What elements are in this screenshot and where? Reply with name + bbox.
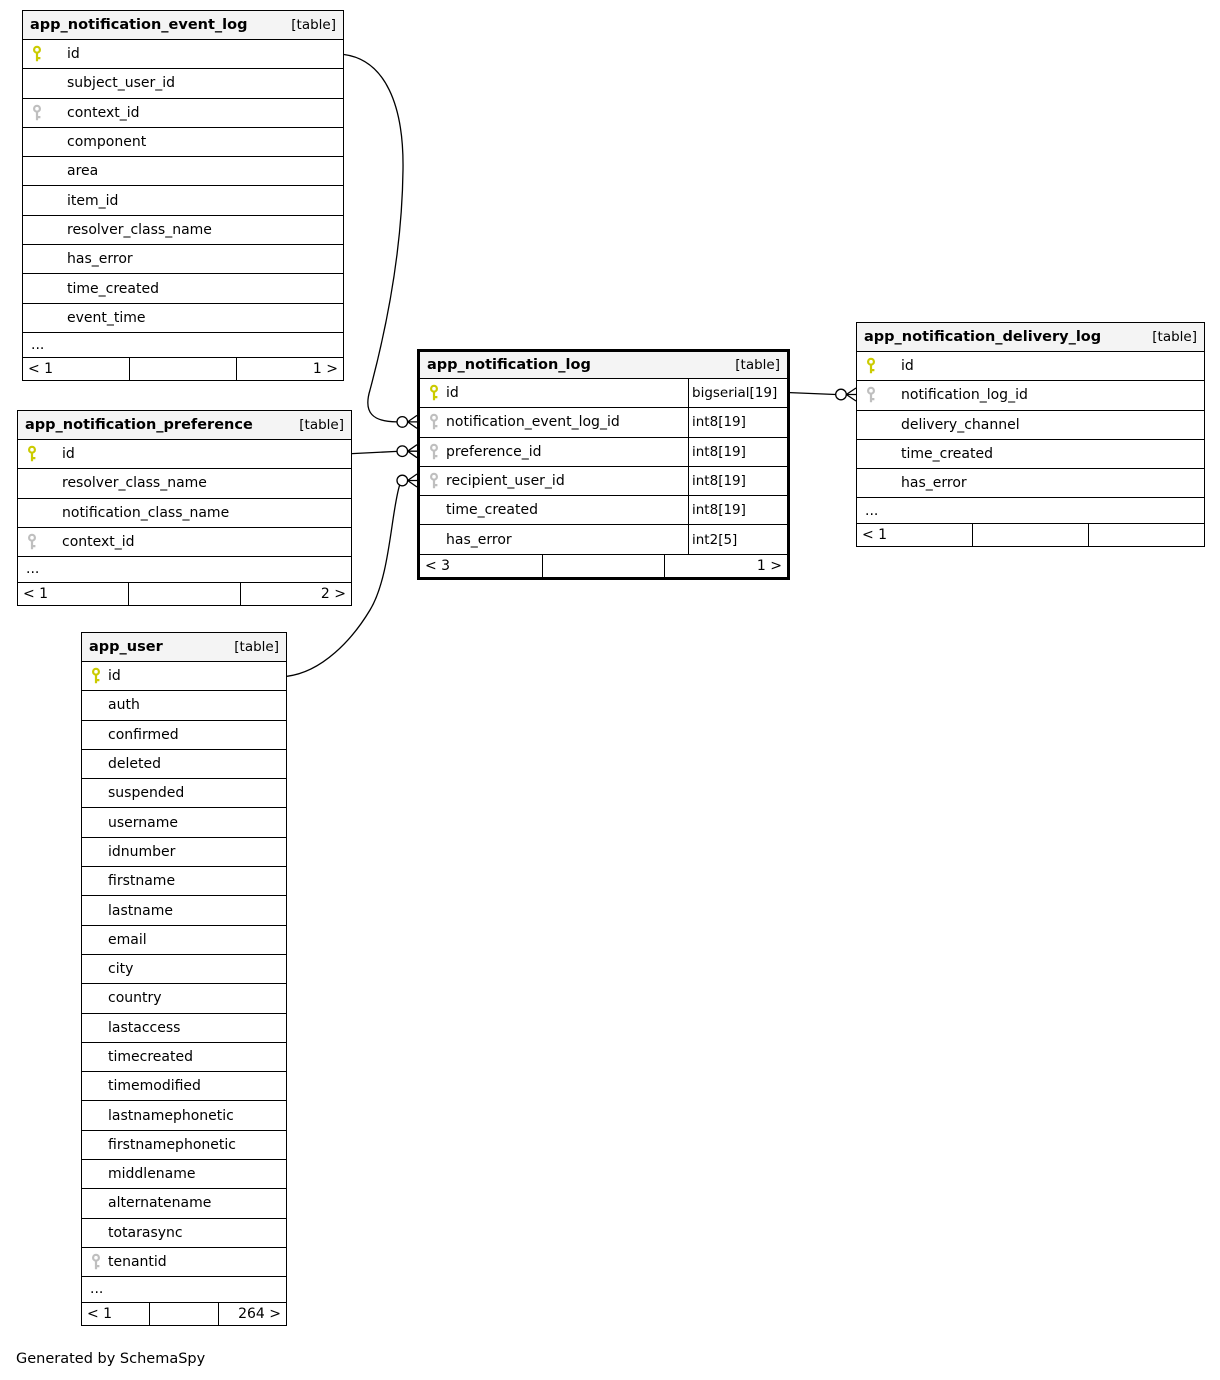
table-name[interactable]: app_notification_preference <box>25 417 253 433</box>
column-row <box>82 1072 286 1101</box>
column-name: firstnamephonetic <box>108 1136 236 1153</box>
column-row <box>82 1043 286 1072</box>
column-row <box>82 1189 286 1218</box>
column-row <box>18 499 351 528</box>
column-name: firstname <box>108 873 176 890</box>
primary-key-icon <box>91 668 101 685</box>
column-name: item_id <box>67 192 119 209</box>
primary-key-icon <box>429 385 439 402</box>
table-header <box>82 633 286 662</box>
table-app-user[interactable] <box>81 632 287 1326</box>
column-name: alternatename <box>108 1195 212 1212</box>
column-row <box>23 69 343 98</box>
column-row <box>857 469 1204 498</box>
table-name[interactable]: app_notification_log <box>427 357 591 373</box>
column-type: int8[19] <box>688 467 787 495</box>
column-name: idnumber <box>108 843 176 860</box>
column-name: id <box>67 46 80 63</box>
column-row <box>82 838 286 867</box>
column-row <box>82 808 286 837</box>
column-name: recipient_user_id <box>446 473 565 490</box>
column-row <box>420 467 787 496</box>
column-name: suspended <box>108 785 185 802</box>
column-type: bigserial[19] <box>688 379 787 407</box>
column-type: int2[5] <box>688 525 787 553</box>
footer-parents-count: < 3 <box>425 557 451 574</box>
column-name: has_error <box>67 251 133 268</box>
table-footer <box>420 555 787 577</box>
foreign-key-icon <box>27 534 37 551</box>
column-type: int8[19] <box>688 496 787 524</box>
column-row <box>82 955 286 984</box>
column-row <box>82 750 286 779</box>
footer-middle-cell <box>972 524 1089 546</box>
column-row <box>82 1160 286 1189</box>
column-name: has_error <box>446 531 512 548</box>
more-columns-ellipsis: ... <box>18 557 351 582</box>
column-name: context_id <box>67 104 140 121</box>
column-name: id <box>901 358 914 375</box>
column-row <box>23 128 343 157</box>
column-row <box>23 99 343 128</box>
table-footer <box>857 524 1204 546</box>
table-header <box>18 411 351 440</box>
column-name: country <box>108 990 162 1007</box>
footer-parents-count: < 1 <box>87 1305 113 1322</box>
column-name: resolver_class_name <box>62 475 207 492</box>
column-name: notification_log_id <box>901 387 1028 404</box>
table-kind-label: [table] <box>291 17 336 33</box>
column-row <box>18 440 351 469</box>
column-name: notification_event_log_id <box>446 414 620 431</box>
column-name: city <box>108 961 134 978</box>
column-name: context_id <box>62 534 135 551</box>
column-row <box>82 1014 286 1043</box>
column-row <box>420 438 787 467</box>
column-row <box>857 381 1204 410</box>
table-kind-label: [table] <box>234 639 279 655</box>
column-row <box>23 304 343 333</box>
table-kind-label: [table] <box>299 417 344 433</box>
column-row <box>857 440 1204 469</box>
column-row <box>23 245 343 274</box>
foreign-key-icon <box>32 104 42 121</box>
column-name: lastaccess <box>108 1019 181 1036</box>
more-columns-ellipsis: ... <box>82 1277 286 1302</box>
column-name: id <box>446 385 459 402</box>
column-name: has_error <box>901 475 967 492</box>
column-row <box>857 411 1204 440</box>
table-name[interactable]: app_user <box>89 639 163 655</box>
column-row <box>82 1219 286 1248</box>
table-header <box>857 323 1204 352</box>
table-name[interactable]: app_notification_delivery_log <box>864 329 1102 345</box>
foreign-key-icon <box>429 443 439 460</box>
column-row <box>23 274 343 303</box>
column-name: deleted <box>108 756 161 773</box>
footer-children-count: 2 > <box>320 585 346 602</box>
column-name: subject_user_id <box>67 75 176 92</box>
footer-middle-cell <box>149 1303 218 1325</box>
table-name[interactable]: app_notification_event_log <box>30 17 248 33</box>
column-name: resolver_class_name <box>67 221 212 238</box>
column-row <box>23 40 343 69</box>
column-name: username <box>108 814 178 831</box>
column-row <box>23 186 343 215</box>
column-name: lastnamephonetic <box>108 1107 234 1124</box>
column-name: preference_id <box>446 443 542 460</box>
column-row <box>18 528 351 557</box>
column-type: int8[19] <box>688 438 787 466</box>
column-row <box>82 867 286 896</box>
column-row <box>82 896 286 925</box>
column-row <box>23 216 343 245</box>
generated-by-note: Generated by SchemaSpy <box>16 1351 206 1367</box>
table-header <box>420 352 787 379</box>
foreign-key-icon <box>91 1254 101 1271</box>
table-footer <box>23 358 343 380</box>
footer-children-count: 1 > <box>312 361 338 378</box>
column-row <box>420 408 787 437</box>
footer-children-count: 1 > <box>756 557 783 574</box>
table-footer <box>18 583 351 605</box>
column-name: totarasync <box>108 1224 183 1241</box>
column-row <box>82 691 286 720</box>
column-name: confirmed <box>108 726 179 743</box>
column-row <box>82 926 286 955</box>
column-row <box>82 1248 286 1277</box>
column-row <box>82 721 286 750</box>
column-name: timemodified <box>108 1078 201 1095</box>
table-app-notification-preference[interactable] <box>17 410 352 606</box>
table-header <box>23 11 343 40</box>
more-columns-ellipsis: ... <box>857 498 1204 523</box>
foreign-key-icon <box>429 414 439 431</box>
column-row <box>23 157 343 186</box>
column-row <box>420 525 787 554</box>
column-type: int8[19] <box>688 408 787 436</box>
column-row <box>82 662 286 691</box>
column-name: area <box>67 163 99 180</box>
footer-middle-cell <box>129 358 237 380</box>
primary-key-icon <box>27 446 37 463</box>
column-row <box>82 779 286 808</box>
column-name: event_time <box>67 309 146 326</box>
table-app-notification-delivery-log[interactable] <box>856 322 1205 547</box>
column-name: auth <box>108 697 140 714</box>
primary-key-icon <box>866 358 876 375</box>
edge-notification-log-id-to-notification-log-id <box>790 388 856 401</box>
column-row <box>82 1131 286 1160</box>
column-name: id <box>62 446 75 463</box>
edge-event-log-id-to-notification-event-log-id <box>344 55 417 429</box>
column-name: middlename <box>108 1166 196 1183</box>
footer-middle-cell <box>542 555 666 577</box>
column-name: component <box>67 134 147 151</box>
footer-parents-count: < 1 <box>23 585 49 602</box>
column-name: time_created <box>67 280 159 297</box>
column-name: delivery_channel <box>901 416 1020 433</box>
primary-key-icon <box>32 46 42 63</box>
footer-parents-count: < 1 <box>862 526 888 543</box>
table-kind-label: [table] <box>735 357 780 373</box>
column-row <box>420 379 787 408</box>
column-name: tenantid <box>108 1254 167 1271</box>
foreign-key-icon <box>866 387 876 404</box>
column-name: time_created <box>901 446 993 463</box>
column-name: notification_class_name <box>62 504 230 521</box>
table-app-notification-event-log[interactable] <box>22 10 344 381</box>
column-row <box>18 469 351 498</box>
footer-children-count: 264 > <box>238 1305 281 1322</box>
column-row <box>82 984 286 1013</box>
foreign-key-icon <box>429 473 439 490</box>
table-kind-label: [table] <box>1152 329 1197 345</box>
column-row <box>420 496 787 525</box>
column-name: lastname <box>108 902 173 919</box>
column-row <box>82 1101 286 1130</box>
column-name: email <box>108 931 147 948</box>
column-name: timecreated <box>108 1049 193 1065</box>
table-footer <box>82 1303 286 1325</box>
footer-middle-cell <box>128 583 240 605</box>
column-name: time_created <box>446 502 538 519</box>
edge-preference-id-to-preference-id <box>352 445 417 458</box>
footer-parents-count: < 1 <box>28 361 54 378</box>
more-columns-ellipsis: ... <box>23 333 343 358</box>
footer-children-count <box>1089 524 1204 546</box>
column-row <box>857 352 1204 381</box>
column-name: id <box>108 668 121 685</box>
table-app-notification-log[interactable] <box>417 349 790 580</box>
